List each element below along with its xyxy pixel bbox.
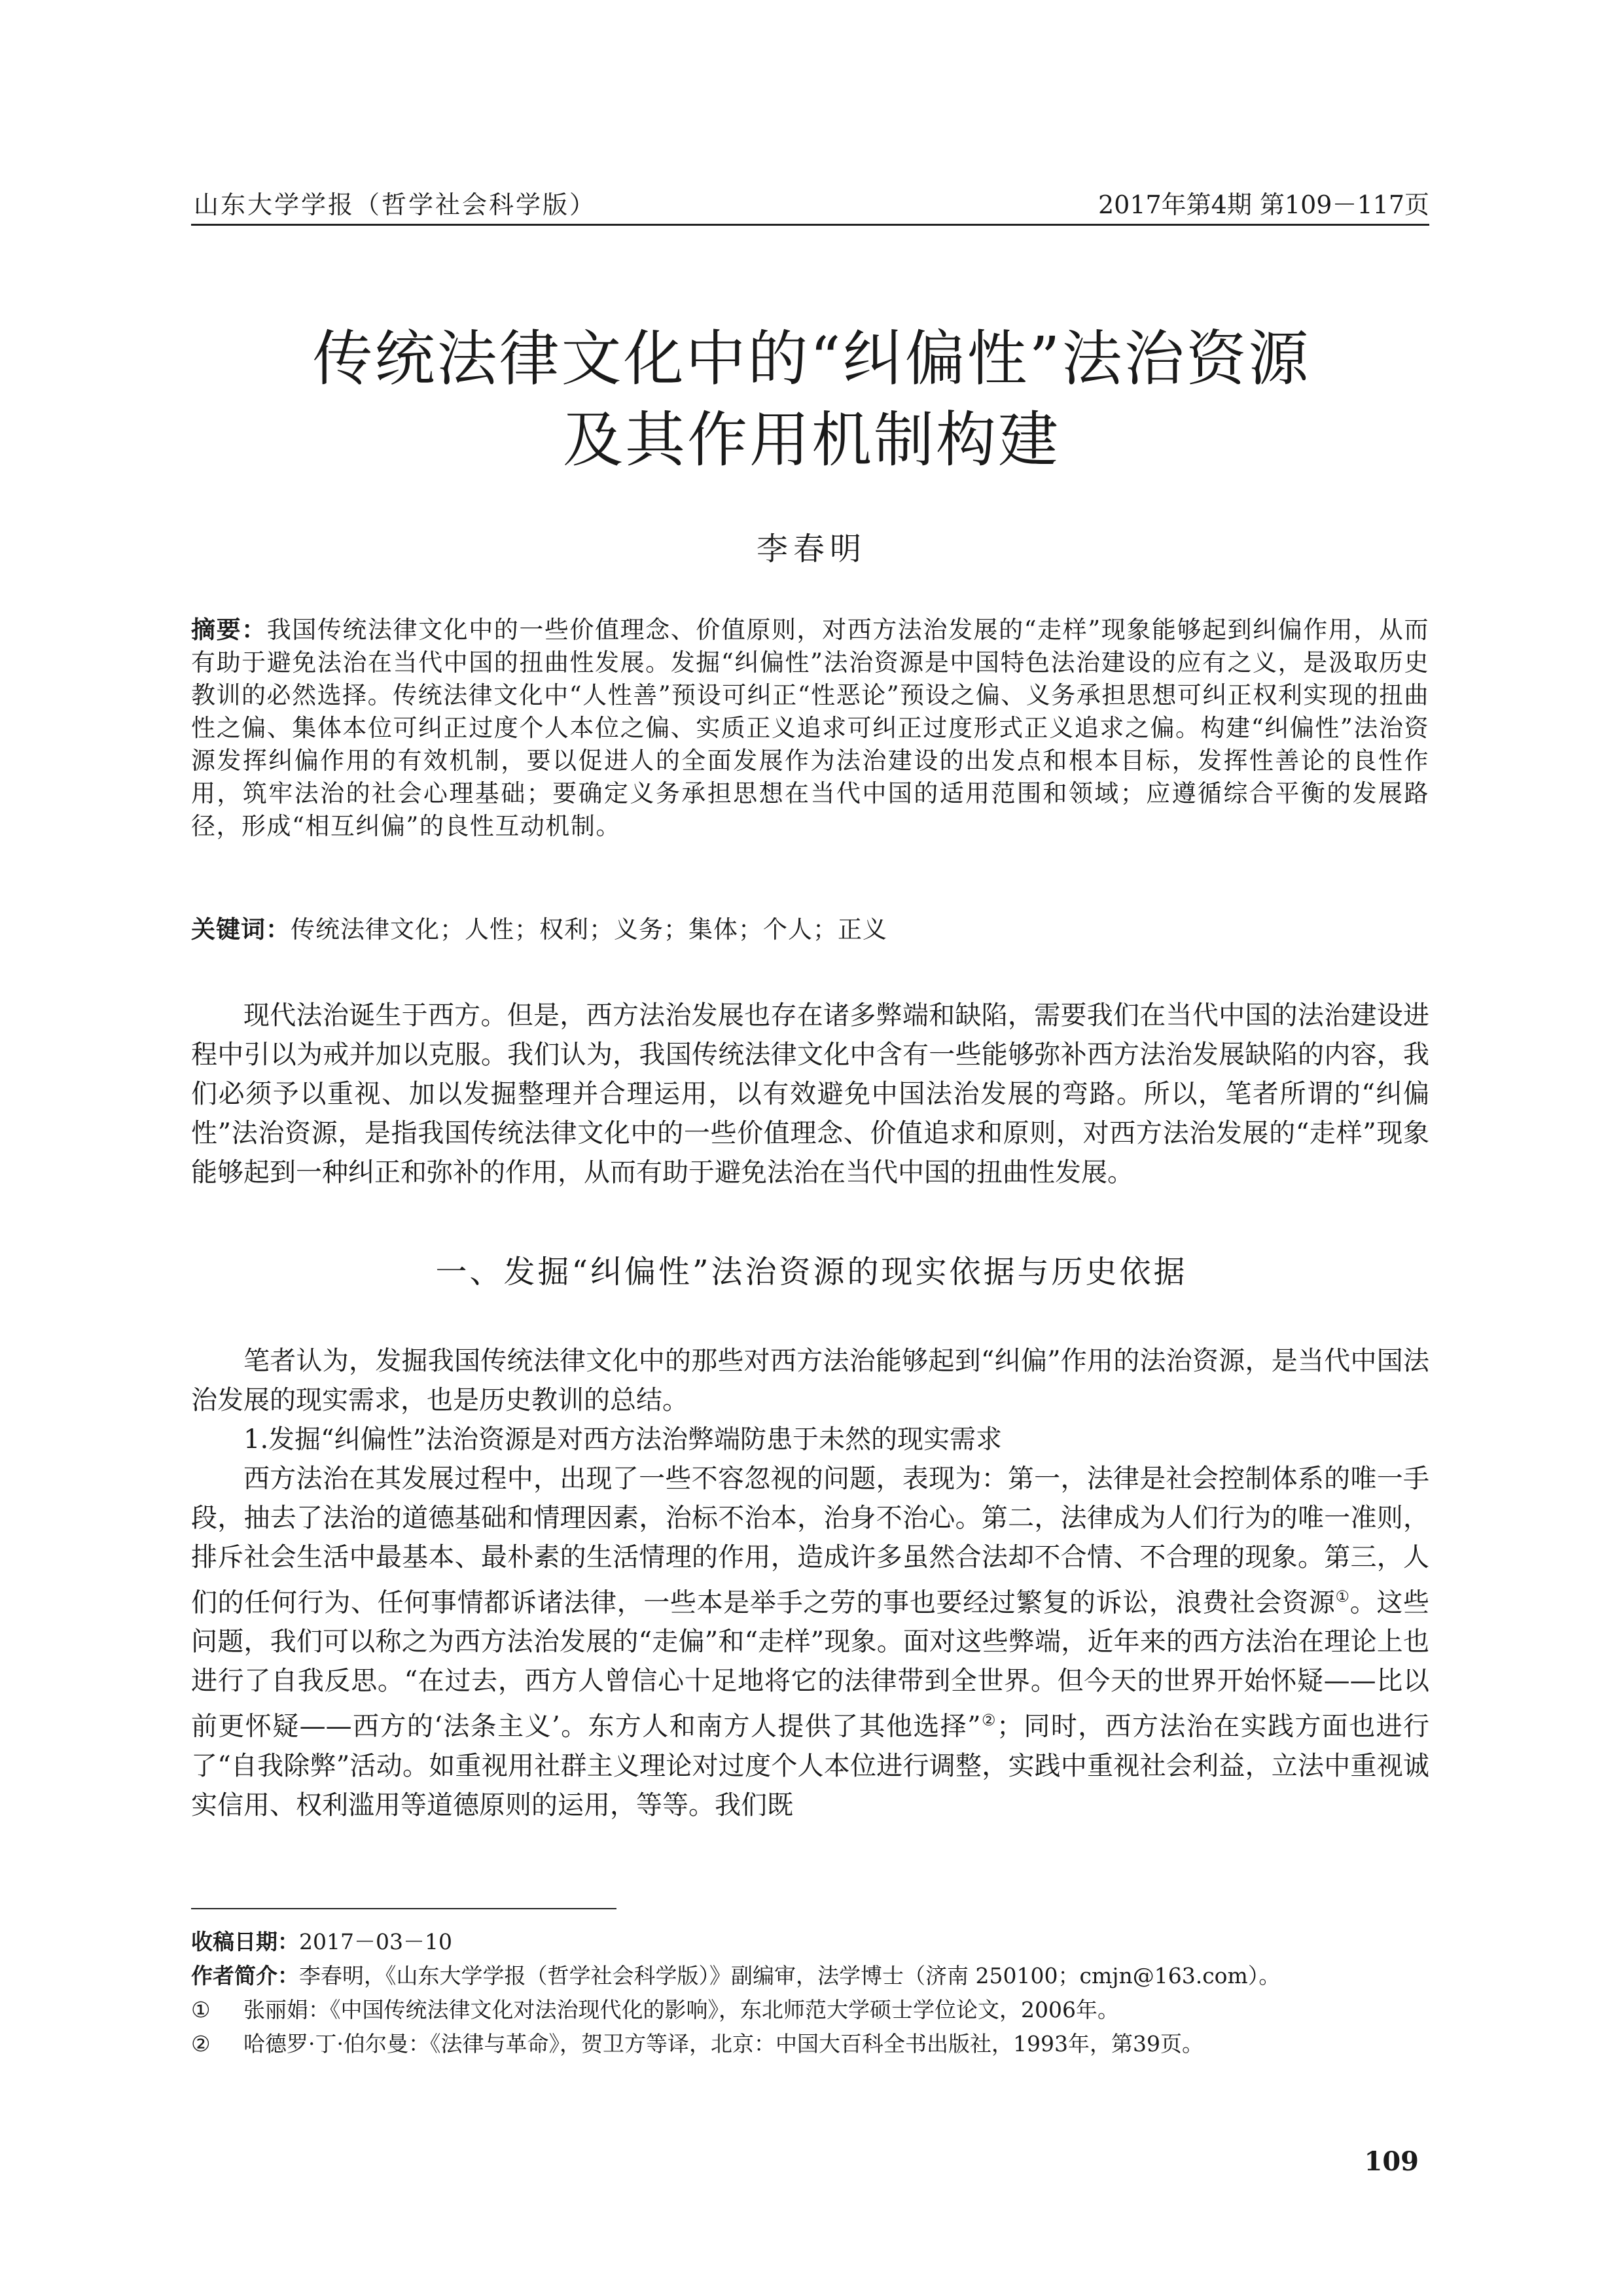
section-heading: 一、发掘“纠偏性”法治资源的现实依据与历史依据 — [435, 1254, 1188, 1290]
abstract-label: 摘要： — [191, 616, 267, 644]
subsection-heading: 1.发掘“纠偏性”法治资源是对西方法治弊端防患于未然的现实需求 — [243, 1424, 1003, 1455]
footnote-2: ② 哈德罗·丁·伯尔曼：《法律与革命》，贺卫方等译，北京：中国大百科全书出版社，1993年，第39页。 — [191, 2031, 1204, 2057]
running-header — [191, 182, 1429, 219]
header-divider — [191, 224, 1429, 226]
abstract-text: 我国传统法律文化中的一些价值理念、价值原则，对西方法治发展的“走样”现象能够起到纠偏作用，从而有助于避免法治在当代中国的扭曲性发展。发掘“纠偏性”法治资源是中国特色法治建设的应有之义，是汲取历史教训的必然选择。传统法律文化中“人性善”预设可纠正“性恶论”预设之偏、义务承担思想可纠正权利实现的扭曲性之偏、集体本位可纠正过度个人本位之偏、实质正义追求可纠正过度形式正义追求之偏。构建“纠偏性”法治资源发挥纠偏作用的有效机制，要以促进人的全面发展作为法治建设的出发点和根本目标，发挥性善论的良性作用，筑牢法治的社会心理基础；要确定义务承担思想在当代中国的适用范围和领域；应遵循综合平衡的发展路径，形成“相互纠偏”的良性互动机制。 — [191, 616, 1430, 840]
footnote-1: ① 张丽娟：《中国传统法律文化对法治现代化的影响》，东北师范大学硕士学位论文，2006年。 — [191, 1997, 1119, 2022]
section-paragraph-2: 西方法治在其发展过程中，出现了一些不容忽视的问题，表现为：第一，法律是社会控制体系的唯一手段，抽去了法治的道德基础和情理因素，治标不治本，治身不治心。第二，法律成为人们行为的唯一准则，排斥社会生活中最基本、最朴素的生活情理的作用，造成许多虽然合法却不合情、不合理的现象。第三，人们的任何行为、任何事情都诉诸法律，一些本是举手之劳的事也要经过繁复的诉讼，浪费社会资源①。这些问题，我们可以称之为西方法治发展的“走偏”和“走样”现象。面对这些弊端，近年来的西方法治在理论上也进行了自我反思。“在过去，西方人曾信心十足地将它的法律带到全世界。但今天的世界开始怀疑——比以前更怀疑——西方的‘法条主义’。东方人和南方人提供了其他选择”②；同时，西方法治在实践方面也进行了“自我除弊”活动。如重视用社群主义理论对过度个人本位进行调整，实践中重视社会利益，立法中重视诚实信用、权利滥用等道德原则的运用，等等。我们既 — [191, 1464, 1430, 1820]
section-paragraph-1: 笔者认为，发掘我国传统法律文化中的那些对西方法治能够起到“纠偏”作用的法治资源，是当代中国法治发展的现实需求，也是历史教训的总结。 — [191, 1346, 1429, 1415]
journal-name: 山东大学学报（哲学社会科学版） — [194, 190, 597, 219]
footnotes — [191, 1925, 1429, 2061]
keywords-label: 关键词： — [191, 915, 291, 944]
abstract — [191, 614, 1429, 843]
author-name: 李春明 — [756, 531, 866, 567]
section-body — [191, 1341, 1429, 1825]
footnote-divider — [191, 1908, 616, 1909]
issue-info: 2017年第4期 第109－117页 — [1097, 190, 1429, 219]
intro-paragraph: 现代法治诞生于西方。但是，西方法治发展也存在诸多弊端和缺陷，需要我们在当代中国的法治建设进程中引以为戒并加以克服。我们认为，我国传统法律文化中含有一些能够弥补西方法治发展缺陷的内容，我们必须予以重视、加以发掘整理并合理运用，以有效避免中国法治发展的弯路。所以，笔者所谓的“纠偏性”法治资源，是指我国传统法律文化中的一些价值理念、价值追求和原则，对西方法治发展的“走样”现象能够起到一种纠正和弥补的作用，从而有助于避免法治在当代中国的扭曲性发展。 — [191, 1000, 1429, 1188]
paper-title-line-1: 传统法律文化中的“纠偏性”法治资源 — [312, 324, 1311, 394]
keywords — [191, 913, 1429, 946]
footnote-ref-1[interactable]: ① — [1335, 1587, 1350, 1606]
keywords-text: 传统法律文化；人性；权利；义务；集体；个人；正义 — [291, 915, 887, 944]
introduction — [191, 996, 1429, 1192]
page-number: 109 — [1364, 2146, 1419, 2177]
received-date: 收稿日期：2017－03－10 — [191, 1929, 452, 1954]
footnote-ref-2[interactable]: ② — [980, 1711, 997, 1730]
author-bio: 作者简介：李春明，《山东大学学报（哲学社会科学版）》副编审，法学博士（济南 250100；cmjn@163.com）。 — [191, 1963, 1281, 1988]
paper-title-line-2: 及其作用机制构建 — [562, 405, 1060, 475]
